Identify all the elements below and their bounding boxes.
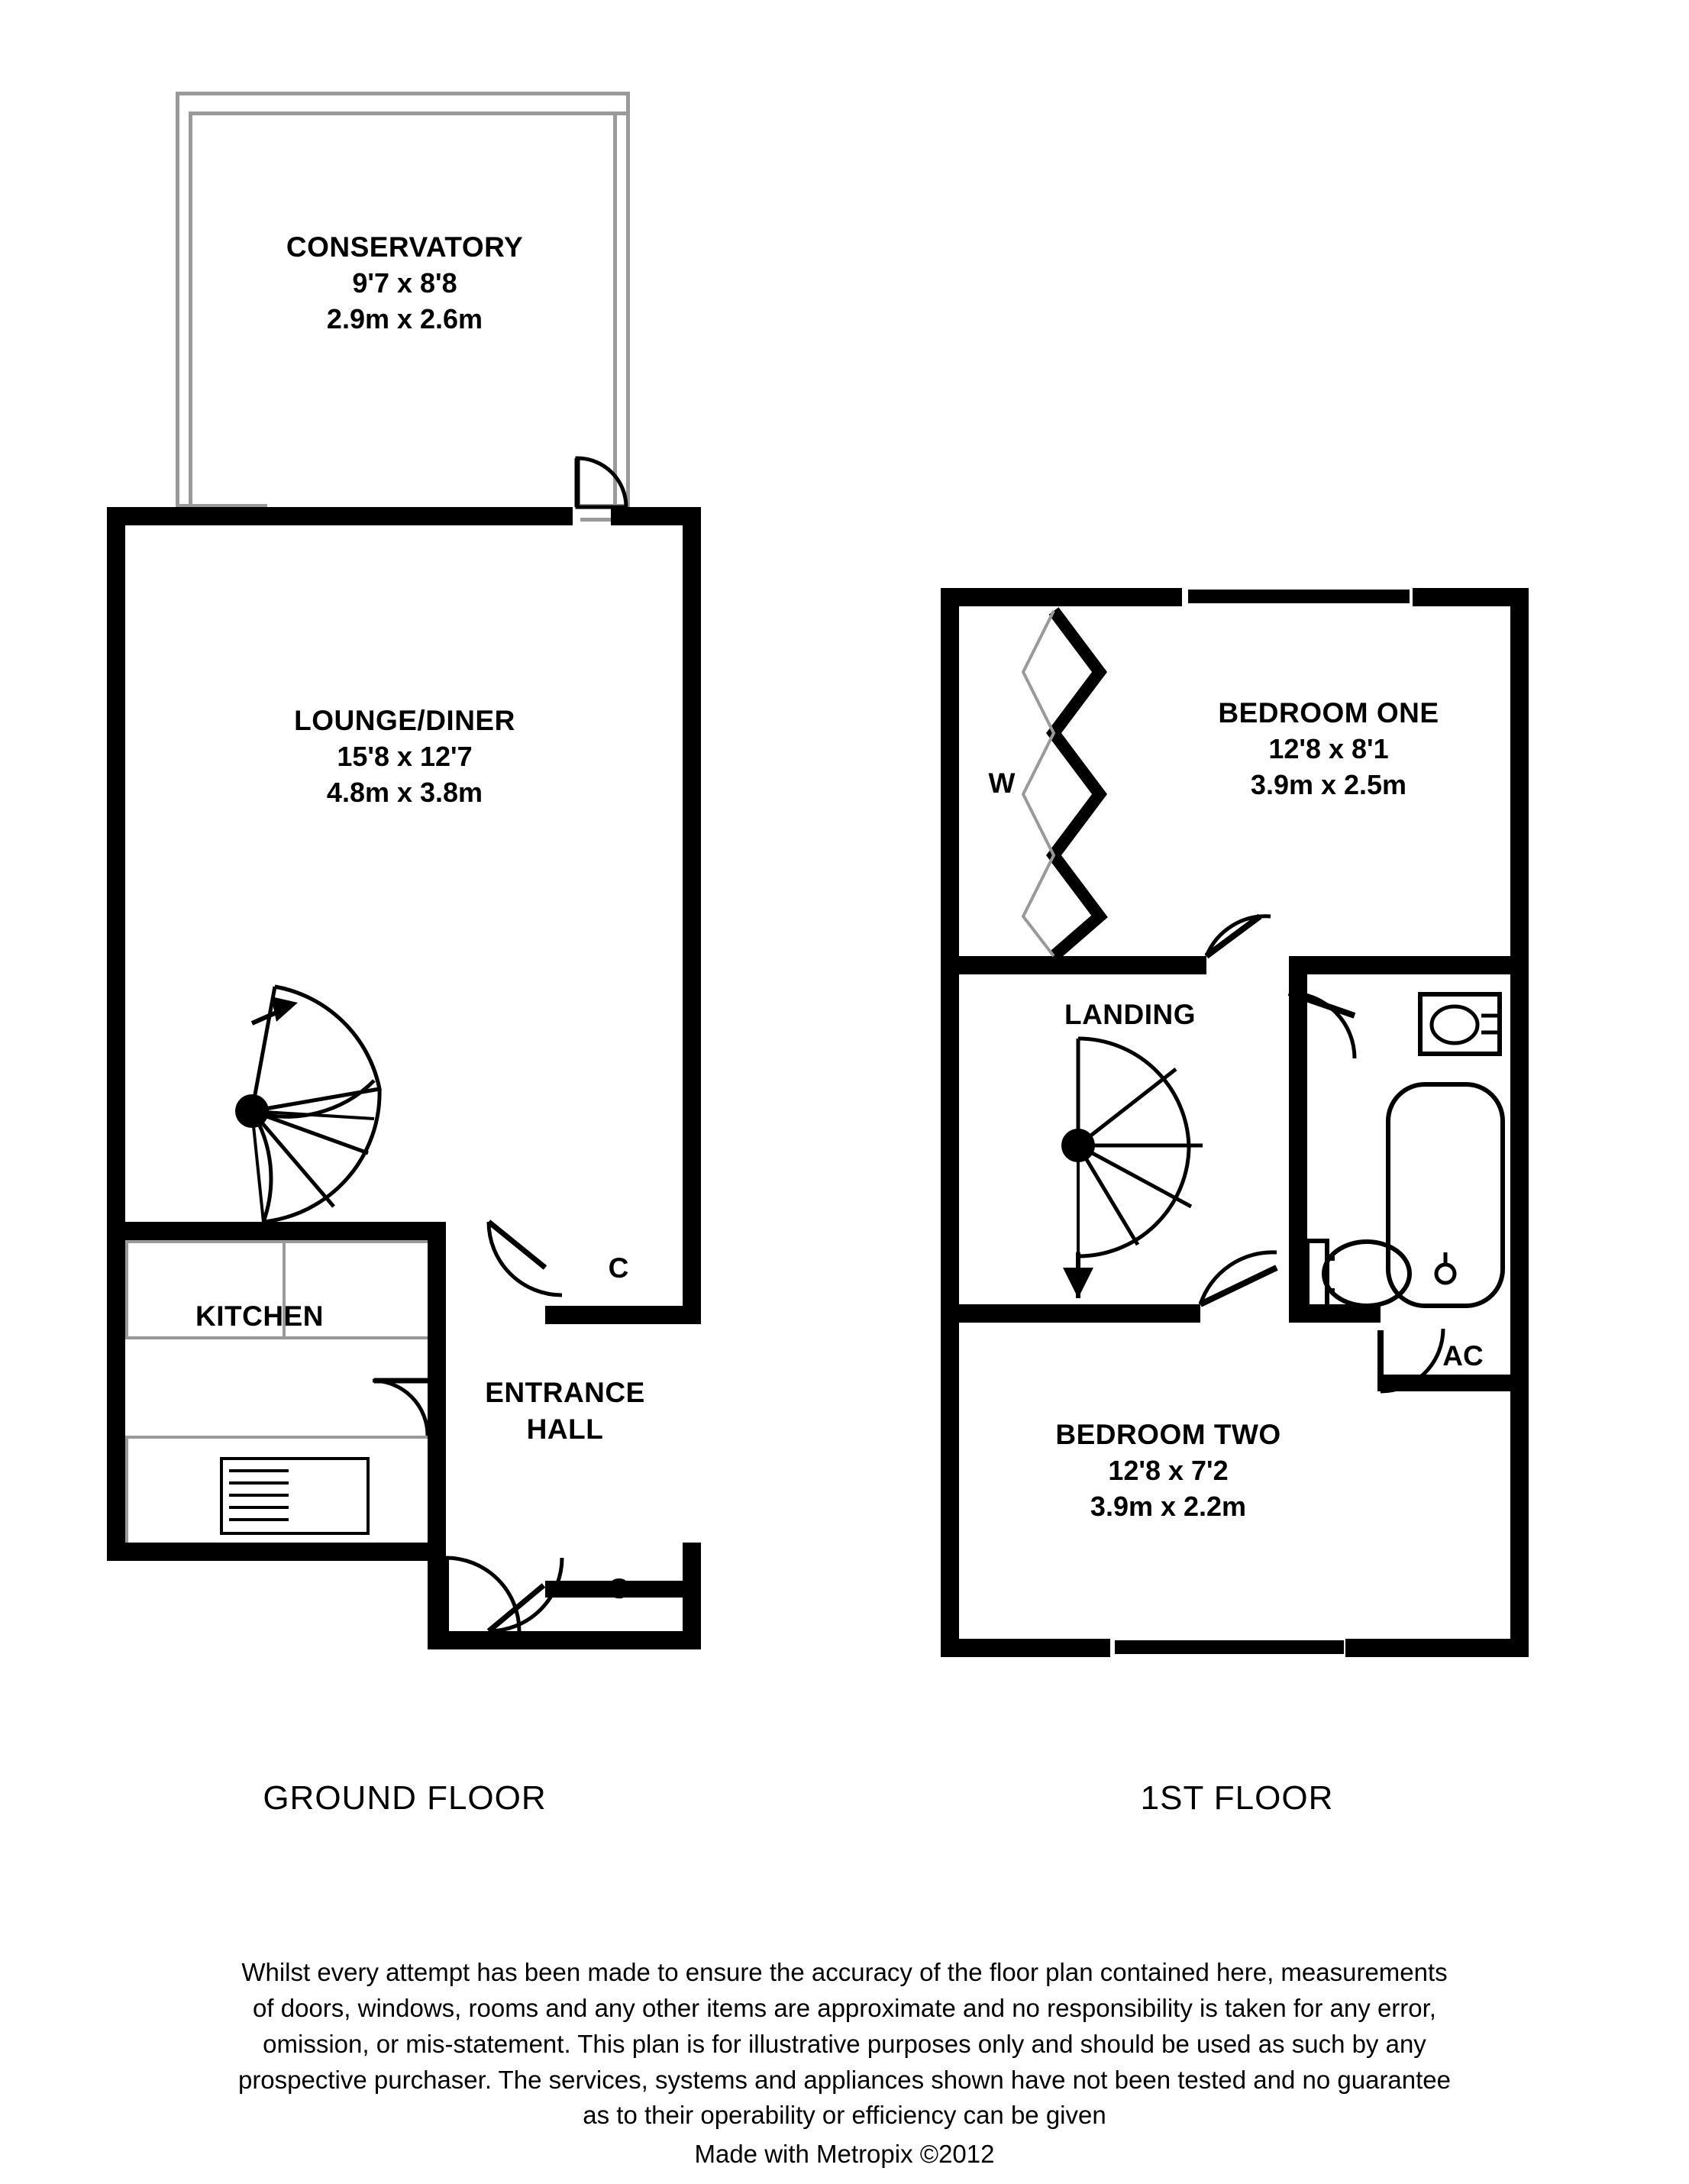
kitchen-sink-frame-left — [220, 1457, 223, 1535]
bedroom-one-dim-metric: 3.9m x 2.5m — [1250, 768, 1407, 800]
kitchen-drainer-line-4 — [229, 1506, 289, 1509]
bedroom-one-door-leaf-icon — [1206, 916, 1260, 956]
ground-floor-title: GROUND FLOOR — [263, 1779, 547, 1817]
wc-fixture-icon — [1307, 1241, 1410, 1307]
room-label-conservatory — [153, 229, 657, 338]
first-floor-wall-top-left — [941, 588, 1182, 606]
bedroom-one-dim-imperial: 12'8 x 8'1 — [1268, 733, 1389, 765]
stairs-fan-ground-icon — [235, 987, 379, 1222]
lounge-diner-name: LOUNGE/DINER — [294, 705, 515, 736]
room-label-entrance-hall — [428, 1375, 702, 1448]
hall-wall-right-upper — [683, 1222, 701, 1324]
conservatory-dim-metric: 2.9m x 2.6m — [326, 302, 483, 334]
kitchen-counter-bottom — [125, 1336, 428, 1339]
lounge-wall-left — [107, 507, 125, 1561]
cupboard-upper-door-leaf-icon — [489, 1222, 545, 1268]
washbasin-fixture-icon — [1420, 994, 1500, 1054]
bedroom-one-name: BEDROOM ONE — [1218, 697, 1439, 729]
bedroom-two-dim-imperial: 12'8 x 7'2 — [1108, 1455, 1229, 1487]
bedroom-one-door-swing-icon — [1206, 916, 1271, 956]
kitchen-unit-line — [125, 1436, 428, 1439]
kitchen-door-swing-icon — [373, 1381, 428, 1436]
landing-wall-bottom-right — [1289, 1304, 1381, 1323]
first-floor-wall-bottom-left — [941, 1639, 1110, 1657]
kitchen-name: KITCHEN — [195, 1300, 324, 1332]
lounge-wall-right — [683, 507, 701, 1271]
bedroom-two-name: BEDROOM TWO — [1055, 1419, 1281, 1450]
entrance-hall-name-line2: HALL — [526, 1413, 604, 1446]
room-label-bedroom-two — [954, 1417, 1382, 1525]
bath-fixture-icon — [1388, 1084, 1503, 1306]
room-label-bedroom-one — [1130, 695, 1527, 803]
kitchen-drainer-line-1 — [229, 1469, 289, 1472]
first-floor-wall-bottom-right — [1345, 1639, 1529, 1657]
kitchen-unit-left-edge — [125, 1436, 128, 1543]
disclaimer-block — [0, 1955, 1689, 2173]
room-label-landing — [977, 997, 1283, 1033]
disclaimer-line-3: omission, or mis-statement. This plan is for illustrative purposes only and should be used as such by any — [263, 2029, 1426, 2058]
kitchen-drainer-line-3 — [229, 1494, 289, 1497]
bedroom-two-door-swing-icon — [1200, 1252, 1277, 1304]
hall-wall-bottom — [428, 1631, 701, 1649]
ac-cupboard-wall — [1381, 1375, 1529, 1391]
wardrobe-label-w: W — [988, 767, 1016, 799]
lounge-wall-top-left — [107, 507, 573, 525]
bedroom-one-wall-bottom — [941, 956, 1206, 974]
cupboard-label-c-upper: C — [608, 1252, 629, 1284]
kitchen-sink-frame-right — [367, 1457, 370, 1535]
hall-wall-top-right — [545, 1306, 701, 1324]
cupboard-label-c-lower: C — [608, 1573, 629, 1604]
bathroom-wall-left — [1289, 956, 1307, 1304]
lounge-diner-dim-metric: 4.8m x 3.8m — [326, 776, 483, 808]
airing-cupboard-label-ac: AC — [1442, 1340, 1484, 1371]
lounge-diner-dim-imperial: 15'8 x 12'7 — [337, 741, 473, 773]
conservatory-wall-top-outer — [176, 92, 630, 95]
first-floor-window-top — [1188, 590, 1410, 603]
disclaimer-line-4: prospective purchaser. The services, systems and appliances shown have not been tested and no guarantee — [237, 2065, 1452, 2094]
disclaimer-line-1: Whilst every attempt has been made to ensure the accuracy of the floor plan contained here, measurements — [241, 1958, 1448, 1986]
landing-name: LANDING — [1064, 999, 1197, 1030]
kitchen-drainer-line-2 — [229, 1481, 289, 1485]
conservatory-wall-top-inner — [189, 111, 630, 115]
kitchen-sink-frame — [220, 1457, 370, 1460]
metropix-credit: Made with Metropix ©2012 — [694, 2140, 995, 2169]
landing-wall-top-right — [1298, 956, 1529, 974]
wardrobe-doors-icon — [1023, 611, 1100, 956]
stairs-fan-first-icon — [1061, 1039, 1203, 1298]
kitchen-wall-top — [107, 1222, 446, 1240]
front-door-swing-icon — [446, 1558, 519, 1631]
room-label-kitchen — [99, 1298, 420, 1335]
landing-wall-bottom-left — [941, 1304, 1200, 1323]
bedroom-two-dim-metric: 3.9m x 2.2m — [1090, 1490, 1247, 1522]
cupboard-upper-door-swing-icon — [489, 1222, 562, 1295]
disclaimer-line-5: as to their operability or efficiency can be given — [583, 2101, 1106, 2130]
kitchen-drainer-line-5 — [229, 1518, 289, 1521]
disclaimer-line-2: of doors, windows, rooms and any other items are approximate and no responsibility is taken for any error, — [253, 1993, 1436, 2022]
cupboard-lower-door-leaf-icon — [489, 1585, 544, 1631]
first-floor-window-bottom — [1115, 1640, 1344, 1654]
conservatory-door-swing-icon — [577, 458, 626, 507]
bedroom-two-door-leaf-icon — [1200, 1268, 1277, 1304]
first-floor-title: 1ST FLOOR — [1140, 1779, 1334, 1817]
kitchen-counter-top — [125, 1240, 428, 1243]
entrance-hall-name-line1: ENTRANCE — [485, 1377, 645, 1408]
kitchen-window — [163, 1549, 385, 1556]
conservatory-dim-imperial: 9'7 x 8'8 — [352, 267, 457, 299]
kitchen-sink-frame-bottom — [220, 1532, 370, 1535]
room-label-lounge-diner — [153, 703, 657, 811]
conservatory-name: CONSERVATORY — [286, 231, 524, 263]
